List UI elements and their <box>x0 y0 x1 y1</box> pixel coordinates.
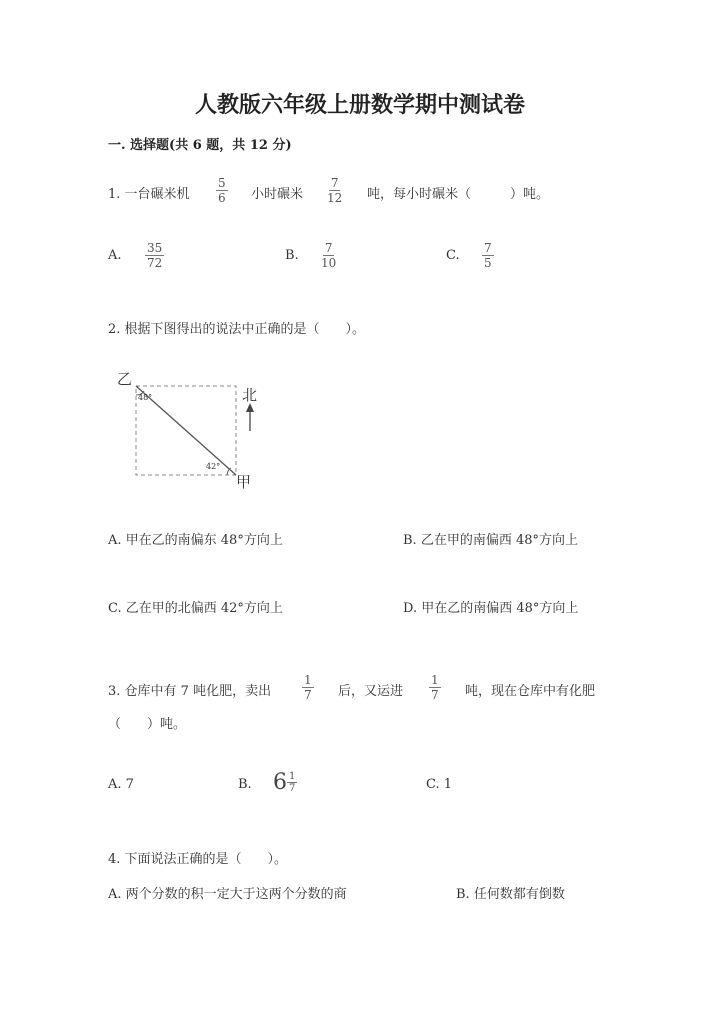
q1-option-b-fraction <box>321 241 336 270</box>
denominator: 5 <box>484 256 492 270</box>
numerator: 7 <box>330 176 339 190</box>
q4-text: 4. 下面说法正确的是（ ）。 <box>108 852 288 867</box>
q3-option-b-mixed-number <box>273 770 297 795</box>
denominator: 72 <box>147 256 163 270</box>
denominator: 7 <box>304 688 312 702</box>
q1-fraction-2 <box>327 176 342 205</box>
q3-fraction-2 <box>429 673 441 702</box>
page-title: 人教版六年级上册数学期中测试卷 <box>194 92 525 118</box>
angle-arc-42 <box>227 468 231 475</box>
q1-option-a-fraction <box>145 241 164 270</box>
denominator: 6 <box>218 191 226 205</box>
q1-option-c-label: C. <box>446 248 460 263</box>
q1-text-1: 1. 一台碾米机 <box>108 187 190 202</box>
numerator: 7 <box>324 241 333 255</box>
label-jia: 甲 <box>236 473 252 491</box>
q1-option-c-fraction <box>482 241 494 270</box>
numerator: 35 <box>147 241 163 255</box>
fraction-part <box>287 771 297 794</box>
q1-text-2: 小时碾米 <box>251 187 304 202</box>
section-heading: 一. 选择题(共 6 题，共 12 分) <box>108 138 292 153</box>
numerator: 1 <box>304 673 312 687</box>
q3-fraction-1 <box>302 673 314 702</box>
q3-text-3: 吨，现在仓库中有化肥 <box>465 684 596 699</box>
q3-text-1: 3. 仓库中有 7 吨化肥，卖出 <box>108 684 272 699</box>
q2-option-c: C. 乙在甲的北偏西 42°方向上 <box>108 601 283 616</box>
q3-option-c: C. 1 <box>426 777 453 792</box>
q1-option-a-label: A. <box>108 248 122 263</box>
q2-option-d: D. 甲在乙的南偏西 48°方向上 <box>403 601 579 616</box>
q4-option-b: B. 任何数都有倒数 <box>456 887 565 902</box>
label-north: 北 <box>242 386 258 404</box>
denominator: 7 <box>289 783 296 794</box>
numerator: 5 <box>218 176 226 190</box>
whole-part: 6 <box>273 770 287 795</box>
q2-option-b: B. 乙在甲的南偏西 48°方向上 <box>403 533 578 548</box>
numerator: 7 <box>484 241 492 255</box>
numerator: 1 <box>431 673 439 687</box>
q4-option-a: A. 两个分数的积一定大于这两个分数的商 <box>108 887 347 902</box>
q3-option-a: A. 7 <box>108 777 134 792</box>
q1-fraction-1 <box>216 176 228 205</box>
q1-option-b-label: B. <box>285 248 299 263</box>
q2-option-a: A. 甲在乙的南偏东 48°方向上 <box>108 533 283 548</box>
denominator: 10 <box>321 256 337 270</box>
q3-text-line2: （ ）吨。 <box>108 717 187 732</box>
numerator: 1 <box>289 771 296 782</box>
label-yi: 乙 <box>117 370 133 388</box>
angle-42-label: 42° <box>206 462 221 471</box>
denominator: 12 <box>327 191 343 205</box>
denominator: 7 <box>431 688 439 702</box>
q2-text: 2. 根据下图得出的说法中正确的是（ ）。 <box>108 322 366 337</box>
q3-text-2: 后，又运进 <box>338 684 404 699</box>
q3-option-b-label: B. <box>238 777 252 792</box>
q1-text-3: 吨，每小时碾米（ ）吨。 <box>367 187 550 202</box>
angle-48-label: 48° <box>138 393 153 402</box>
